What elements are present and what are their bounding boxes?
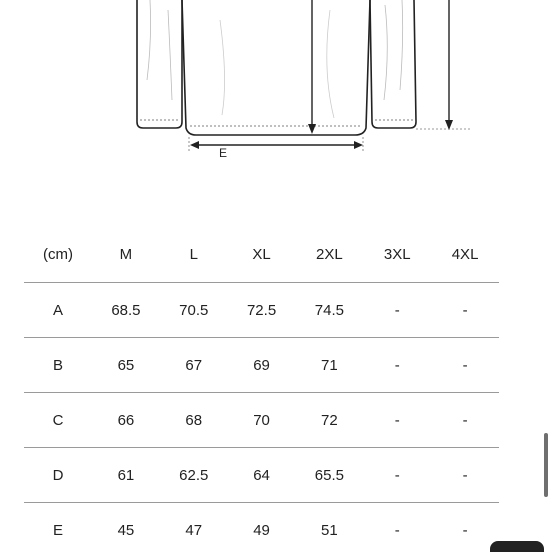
size-header-3xl: 3XL	[363, 226, 431, 283]
table-cell: 72.5	[228, 283, 296, 338]
left-sleeve-fold	[147, 0, 172, 100]
table-cell: 61	[92, 448, 160, 503]
row-label: D	[24, 448, 92, 503]
table-cell: -	[431, 393, 499, 448]
table-row	[24, 448, 499, 503]
table-cell: -	[394, 521, 400, 539]
right-sleeve-fold	[384, 0, 403, 100]
table-row	[24, 338, 499, 393]
table-cell: 67	[160, 338, 228, 393]
table-cell: 68	[160, 393, 228, 448]
table-cell: 66	[92, 393, 160, 448]
size-header-l: L	[160, 226, 228, 283]
row-label: A	[24, 283, 92, 338]
table-row	[24, 393, 499, 448]
size-chart-table	[24, 226, 499, 552]
body-fold-lines	[220, 10, 334, 118]
table-header-row	[24, 226, 499, 283]
size-header-4xl: 4XL	[431, 226, 499, 283]
table-row	[24, 283, 499, 338]
table-cell: -	[363, 448, 431, 503]
table-cell: 71	[295, 338, 363, 393]
width-arrowhead-right	[354, 141, 363, 149]
sleeve-length-arrowhead	[445, 120, 453, 130]
table-cell: 70.5	[160, 283, 228, 338]
table-row	[24, 503, 499, 552]
table-cell: 68.5	[92, 283, 160, 338]
body-length-arrowhead	[308, 124, 316, 134]
left-sleeve-outline	[137, 0, 182, 128]
table-cell: -	[363, 283, 431, 338]
vertical-scrollbar[interactable]	[544, 433, 548, 497]
right-sleeve-outline	[370, 0, 416, 128]
table-cell: 65.5	[295, 448, 363, 503]
table-cell: -	[363, 338, 431, 393]
table-cell: 49	[253, 521, 270, 539]
table-cell: 70	[228, 393, 296, 448]
table-cell: -	[431, 448, 499, 503]
shirt-size-diagram	[0, 0, 552, 200]
dimension-label-e: E	[219, 146, 228, 160]
table-cell: 47	[185, 521, 203, 539]
row-label: B	[24, 338, 92, 393]
size-header-m: M	[92, 226, 160, 283]
table-cell: 64	[228, 448, 296, 503]
table-cell: 72	[295, 393, 363, 448]
unit-header: (cm)	[24, 226, 92, 283]
table-cell: -	[431, 338, 499, 393]
table-cell: -	[363, 393, 431, 448]
table-cell: 45	[117, 521, 135, 539]
floating-action-button[interactable]	[490, 541, 544, 552]
table-cell: 65	[92, 338, 160, 393]
table-cell: -	[462, 521, 468, 539]
shirt-body-outline	[182, 0, 370, 135]
size-header-2xl: 2XL	[295, 226, 363, 283]
table-cell: -	[431, 283, 499, 338]
table-cell: 69	[228, 338, 296, 393]
table-cell: 51	[321, 521, 338, 539]
table-cell: 74.5	[295, 283, 363, 338]
table-cell: 62.5	[160, 448, 228, 503]
size-header-xl: XL	[228, 226, 296, 283]
row-label: E	[52, 521, 63, 539]
row-label: C	[24, 393, 92, 448]
width-arrowhead-left	[190, 141, 199, 149]
